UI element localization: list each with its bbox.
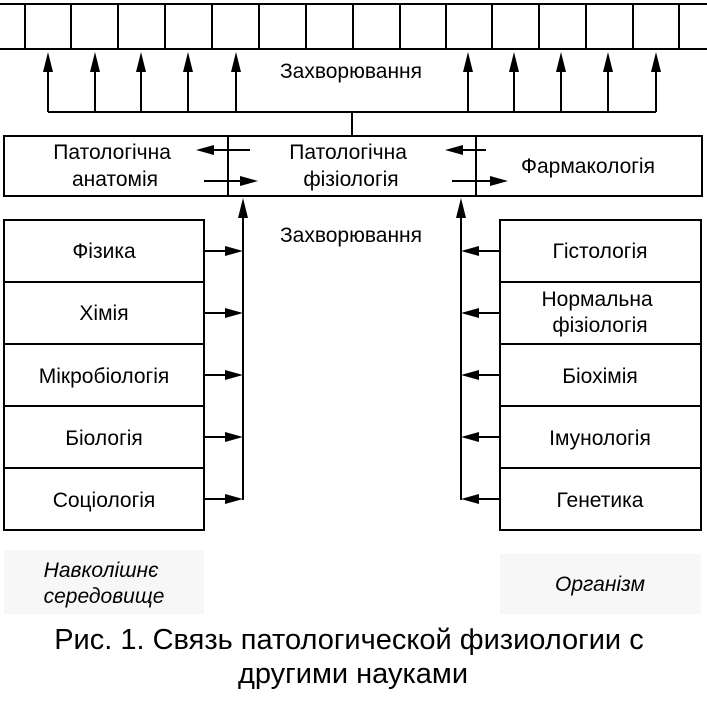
biochemistry-label: Біохімія [562, 365, 638, 388]
microbiology-label: Мікробіологія [38, 365, 170, 388]
up-arrow-head [603, 52, 613, 72]
histology-label: Гістологія [552, 240, 648, 263]
chemistry-label: Хімія [79, 302, 129, 325]
left-arrow-head [461, 432, 479, 442]
sociology-label: Соціологія [52, 489, 156, 512]
biology-label: Біологія [65, 427, 143, 450]
up-arrow-head [231, 52, 241, 72]
top-cell-strip [0, 4, 707, 49]
up-arrow-head [136, 52, 146, 72]
middle-disease-label: Захворювання [279, 224, 423, 247]
left-arrow-head [461, 494, 479, 504]
up-arrow-head [509, 52, 519, 72]
pathological-anatomy-label: Патологічна анатомія [53, 141, 171, 191]
right-arrow-head [225, 494, 243, 504]
top-disease-label: Захворювання [279, 60, 423, 83]
left-bus [204, 198, 248, 504]
pathophysiology-label: Патологічна фізіологія [289, 141, 407, 191]
up-arrow-head [183, 52, 193, 72]
up-arrow-head [651, 52, 661, 72]
left-arrow-head [461, 370, 479, 380]
genetics-label: Генетика [556, 489, 644, 512]
left-arrow-head [461, 246, 479, 256]
figure-caption: Рис. 1. Связь патологической физиологии с другими науками [54, 624, 644, 690]
immunology-label: Імунологія [549, 427, 651, 450]
up-arrow-head [43, 52, 53, 72]
pharmacology-label: Фармакологія [521, 155, 655, 178]
physics-label: Фізика [72, 240, 136, 263]
right-bus [456, 198, 500, 504]
up-arrow-head [463, 52, 473, 72]
up-arrow-head [456, 198, 466, 218]
normal-physiology-label: Нормальна фізіологія [541, 288, 653, 337]
up-arrow-head [90, 52, 100, 72]
right-arrow-head [225, 246, 243, 256]
right-arrow-head [225, 370, 243, 380]
environment-label: Навколішнє середовище [43, 559, 165, 608]
left-arrow-head [461, 308, 479, 318]
right-arrow-head [225, 308, 243, 318]
up-arrow-head [556, 52, 566, 72]
organism-label: Організм [555, 573, 645, 596]
right-arrow-head [225, 432, 243, 442]
up-arrow-head [238, 198, 248, 218]
